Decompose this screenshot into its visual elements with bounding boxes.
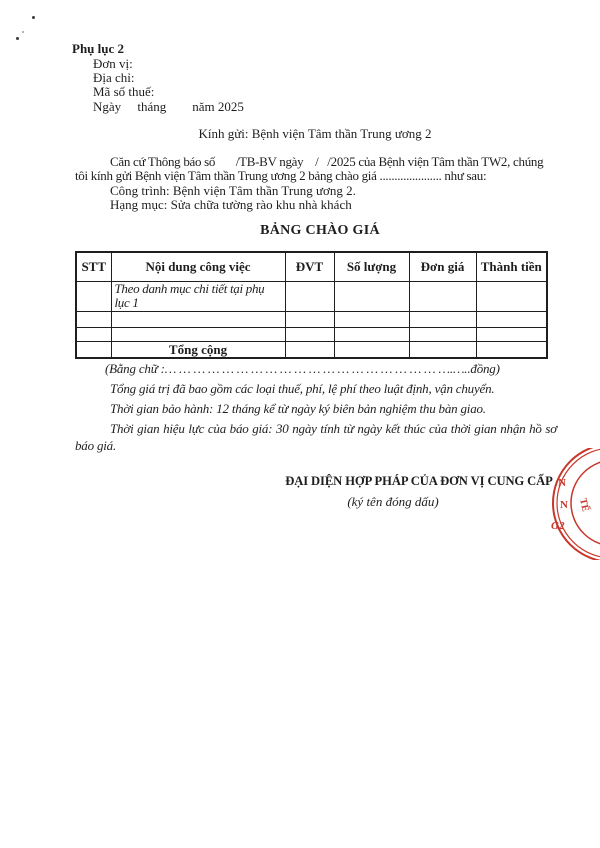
total-label: Tổng cộng: [111, 341, 285, 358]
cell-stt: [76, 281, 111, 311]
intro-line-1: Căn cứ Thông báo số /TB-BV ngày / /2025 của Bệnh viện Tâm thần TW2, chúng: [110, 154, 544, 169]
cell-quantity: [334, 341, 409, 358]
cell-unit: [285, 341, 334, 358]
quote-table: [75, 251, 548, 359]
validity-note-line-1: Thời gian hiệu lực của báo giá: 30 ngày tính từ ngày kết thúc của thời gian nhận hồ sơ: [110, 421, 557, 436]
cell-unit-price: [409, 311, 476, 327]
cell-unit-price: [409, 341, 476, 358]
amount-in-words-line: (Bằng chữ :… … … … … … … … … … … … … … … … … … … ….…..đồng): [105, 361, 500, 376]
cell-stt: [76, 327, 111, 341]
scan-speck-2: [22, 31, 24, 33]
validity-note-line-2: báo giá.: [75, 438, 117, 453]
cell-stt: [76, 311, 111, 327]
cell-unit: [285, 281, 334, 311]
stamp-fragment-mid: N: [560, 499, 568, 511]
header-cell-quantity: Số lượng: [334, 252, 409, 281]
signer-instruction: (ký tên đóng dấu): [347, 494, 439, 509]
cell-unit: [285, 311, 334, 327]
cell-detail-note: Theo danh mục chi tiết tại phụ lục 1: [111, 281, 285, 311]
cell-quantity: [334, 311, 409, 327]
cell-amount: [476, 311, 547, 327]
cell-unit-price: [409, 327, 476, 341]
red-stamp: [545, 448, 600, 560]
cell-quantity: [334, 327, 409, 341]
cell-stt: [76, 341, 111, 358]
cell-unit-price: [409, 281, 476, 311]
appendix-label: Phụ lục 2: [72, 41, 125, 56]
cell-content: [111, 327, 285, 341]
header-cell-stt: STT: [76, 252, 111, 281]
table-row-empty-2: [76, 327, 547, 341]
stamp-fragment-bottom: G2: [551, 520, 565, 532]
item-line: Hạng mục: Sửa chữa tường rào khu nhà khách: [110, 197, 352, 212]
address-label: Địa chỉ:: [93, 70, 135, 85]
table-row-empty-1: [76, 311, 547, 327]
warranty-note: Thời gian bảo hành: 12 tháng kể từ ngày ký biên bản nghiệm thu bàn giao.: [110, 401, 486, 416]
header-cell-unit-price: Đơn giá: [409, 252, 476, 281]
unit-label: Đơn vị:: [93, 56, 133, 71]
date-line: Ngày tháng năm 2025: [93, 99, 244, 114]
table-header-row: [76, 252, 547, 281]
stamp-ring-text: TẾ: [577, 497, 591, 513]
table-row-total: [76, 341, 547, 358]
salutation-line: Kính gửi: Bệnh viện Tâm thần Trung ương 2: [198, 126, 432, 141]
scan-speck-3: [16, 37, 19, 40]
cell-quantity: [334, 281, 409, 311]
intro-line-2: tôi kính gửi Bệnh viện Tâm thần Trung ương 2 bảng chào giá ..................... như sau:: [75, 168, 487, 183]
table-row-detail: [76, 281, 547, 311]
stamp-fragment-top: N: [558, 477, 566, 489]
quote-table-title: BẢNG CHÀO GIÁ: [260, 223, 380, 238]
cell-unit: [285, 327, 334, 341]
header-cell-unit: ĐVT: [285, 252, 334, 281]
project-line: Công trình: Bệnh viện Tâm thần Trung ương 2.: [110, 183, 356, 198]
tax-inclusion-note: Tổng giá trị đã bao gồm các loại thuế, phí, lệ phí theo luật định, vận chuyển.: [110, 381, 495, 396]
cell-amount: [476, 341, 547, 358]
signer-title: ĐẠI DIỆN HỢP PHÁP CỦA ĐƠN VỊ CUNG CẤP: [285, 474, 553, 488]
cell-amount: [476, 281, 547, 311]
cell-amount: [476, 327, 547, 341]
scan-speck-1: [32, 16, 35, 19]
tax-code-label: Mã số thuế:: [93, 84, 155, 99]
header-cell-amount: Thành tiền: [476, 252, 547, 281]
header-cell-content: Nội dung công việc: [111, 252, 285, 281]
cell-content: [111, 311, 285, 327]
